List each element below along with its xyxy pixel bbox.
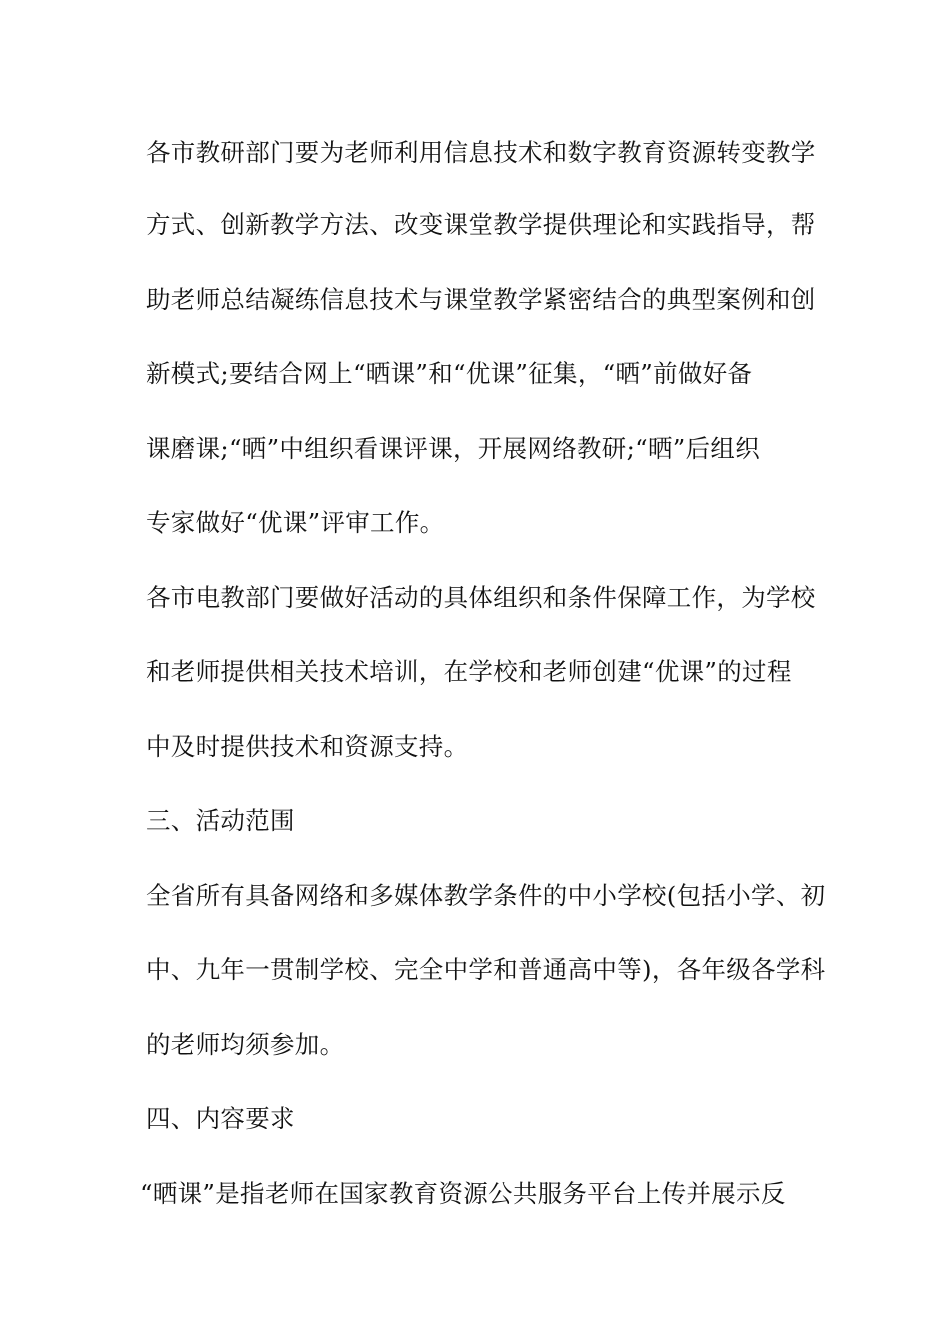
paragraph-line-11: 全省所有具备网络和多媒体教学条件的中小学校(包括小学、初 xyxy=(146,881,826,910)
paragraph-line-8: 和老师提供相关技术培训，在学校和老师创建“优课”的过程 xyxy=(146,657,792,686)
section-heading-scope: 三、活动范围 xyxy=(146,806,295,835)
paragraph-line-13: 的老师均须参加。 xyxy=(146,1030,345,1059)
paragraph-line-5: 课磨课;“晒”中组织看课评课，开展网络教研;“晒”后组织 xyxy=(146,434,761,463)
section-heading-content: 四、内容要求 xyxy=(146,1104,295,1133)
paragraph-line-9: 中及时提供技术和资源支持。 xyxy=(146,732,469,761)
paragraph-line-15: “晒课”是指老师在国家教育资源公共服务平台上传并展示反 xyxy=(140,1179,786,1208)
paragraph-line-7: 各市电教部门要做好活动的具体组织和条件保障工作，为学校 xyxy=(146,583,816,612)
paragraph-line-3: 助老师总结凝练信息技术与课堂教学紧密结合的典型案例和创 xyxy=(146,285,816,314)
paragraph-line-12: 中、九年一贯制学校、完全中学和普通高中等)，各年级各学科 xyxy=(146,955,826,984)
paragraph-line-6: 专家做好“优课”评审工作。 xyxy=(146,508,445,537)
paragraph-line-1: 各市教研部门要为老师利用信息技术和数字教育资源转变教学 xyxy=(146,138,816,167)
paragraph-line-4: 新模式;要结合网上“晒课”和“优课”征集，“晒”前做好备 xyxy=(146,359,753,388)
paragraph-line-2: 方式、创新教学方法、改变课堂教学提供理论和实践指导，帮 xyxy=(146,210,816,239)
